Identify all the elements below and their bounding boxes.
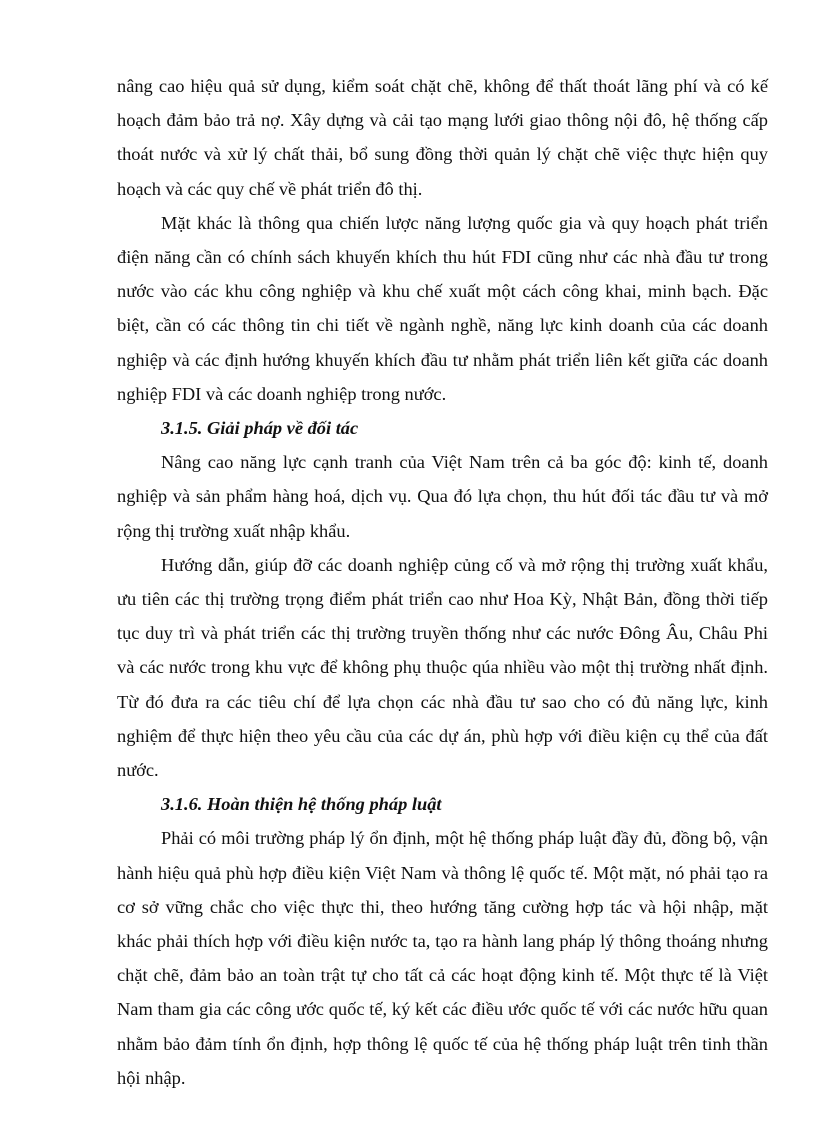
paragraph-legal-environment: Phải có môi trường pháp lý ổn định, một hệ thống pháp luật đầy đủ, đồng bộ, vận hành hiệu quả phù hợp điều kiện Việt Nam và thông lệ quốc tế. Một mặt, nó phải tạo ra cơ sở vững chắc cho việc thực thi, theo hướng tăng cường hợp tác và hội nhập, mặt khác phải thích hợp với điều kiện nước ta, tạo ra hành lang pháp lý thông thoáng nhưng chặt chẽ, đảm bảo an toàn trật tự cho tất cả các hoạt động kinh tế. Một thực tế là Việt Nam tham gia các công ước quốc tế, ký kết các điều ước quốc tế với các nước hữu quan nhằm bảo đảm tính ổn định, hợp thông lệ quốc tế của hệ thống pháp luật trên tinh thần hội nhập.	[117, 828, 768, 1088]
paragraph-export-markets: Hướng dẫn, giúp đỡ các doanh nghiệp củng cố và mở rộng thị trường xuất khẩu, ưu tiên các thị trường trọng điểm phát triển cao như Hoa Kỳ, Nhật Bản, đồng thời tiếp tục duy trì và phát triển các thị trường truyền thống như các nước Đông Âu, Châu Phi và các nước trong khu vực để không phụ thuộc qúa nhiều vào một thị trường nhất định. Từ đó đưa ra các tiêu chí để lựa chọn các nhà đầu tư sao cho có đủ năng lực, kinh nghiệm để thực hiện theo yêu cầu của các dự án, phù hợp với điều kiện cụ thể của đất nước.	[117, 554, 768, 781]
section-heading-legal-system: 3.1.6. Hoàn thiện hệ thống pháp luật	[161, 794, 442, 815]
document-page	[117, 69, 768, 1095]
paragraph-competitiveness: Nâng cao năng lực cạnh tranh của Việt Nam trên cả ba góc độ: kinh tế, doanh nghiệp và sản phẩm hàng hoá, dịch vụ. Qua đó lựa chọn, thu hút đối tác đầu tư và mở rộng thị trường xuất nhập khẩu.	[117, 452, 768, 541]
section-heading-partner-solutions: 3.1.5. Giải pháp về đối tác	[161, 418, 359, 439]
paragraph-energy-strategy: Mặt khác là thông qua chiến lược năng lượng quốc gia và quy hoạch phát triển điện năng cần có chính sách khuyến khích thu hút FDI cũng như các nhà đầu tư trong nước vào các khu công nghiệp và khu chế xuất một cách công khai, minh bạch. Đặc biệt, cần có các thông tin chi tiết về ngành nghề, năng lực kinh doanh của các doanh nghiệp và các định hướng khuyến khích đầu tư nhằm phát triển liên kết giữa các doanh nghiệp FDI và các doanh nghiệp trong nước.	[117, 212, 768, 404]
paragraph-continuation: nâng cao hiệu quả sử dụng, kiểm soát chặt chẽ, không để thất thoát lãng phí và có kế hoạch đảm bảo trả nợ. Xây dựng và cải tạo mạng lưới giao thông nội đô, hệ thống cấp thoát nước và xử lý chất thải, bổ sung đồng thời quản lý chặt chẽ việc thực hiện quy hoạch và các quy chế về phát triển đô thị.	[117, 76, 768, 199]
